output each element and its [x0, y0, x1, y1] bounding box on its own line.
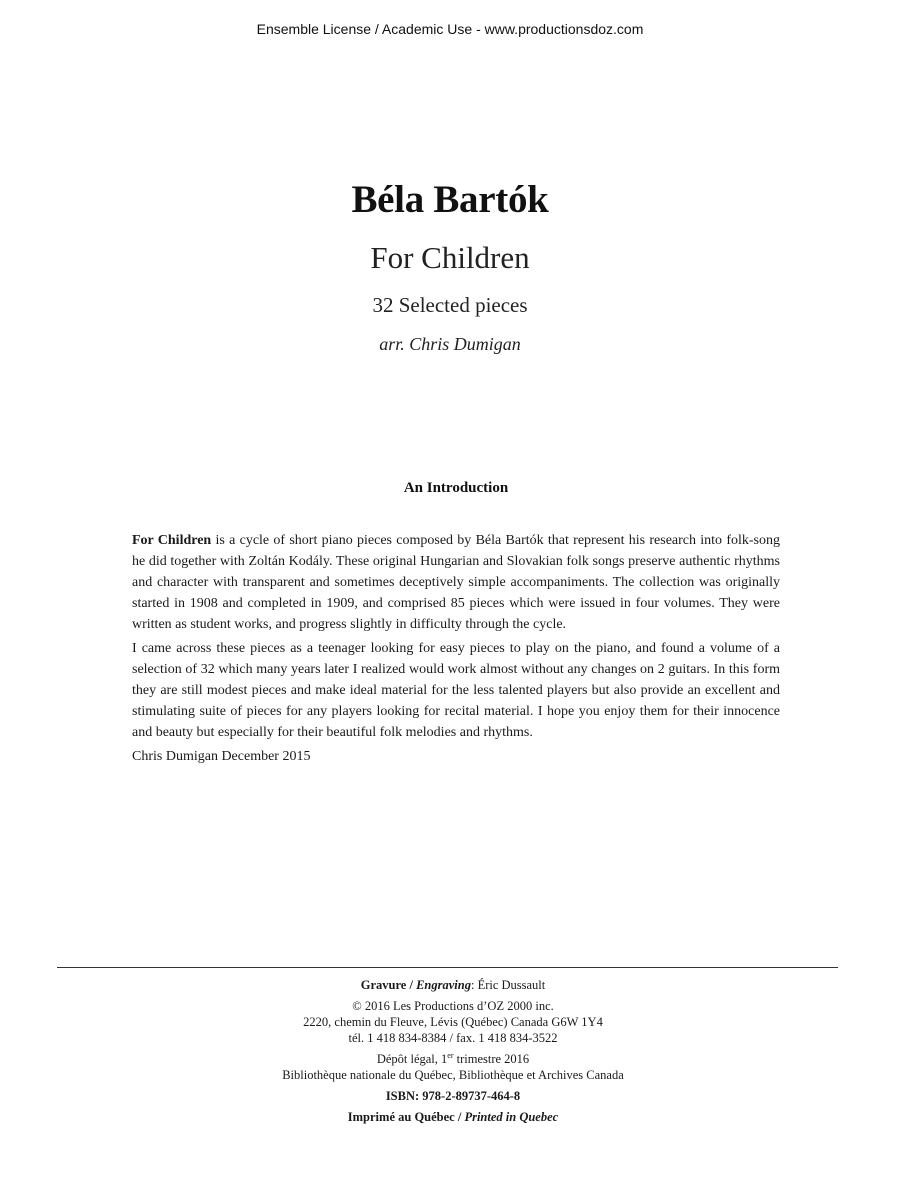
- library-line: Bibliothèque nationale du Québec, Bibliothèque et Archives Canada: [282, 1068, 624, 1082]
- isbn-line: ISBN: 978-2-89737-464-8: [385, 1089, 521, 1103]
- legal-deposit-block: [0, 1051, 900, 1083]
- work-subtitle: 32 Selected pieces: [372, 293, 528, 317]
- work-title: For Children: [370, 240, 530, 275]
- engraver-name: Éric Dussault: [477, 978, 546, 992]
- printed-line: [0, 1109, 900, 1125]
- copyright-line: © 2016 Les Productions d’OZ 2000 inc.: [352, 999, 554, 1013]
- composer-name: Béla Bartók: [351, 178, 549, 221]
- engraving-label-fr: Gravure /: [360, 978, 417, 992]
- phone-line: tél. 1 418 834-8384 / fax. 1 418 834-3522: [348, 1031, 558, 1045]
- introduction-paragraph-1: [132, 530, 780, 635]
- publisher-block: [0, 998, 900, 1046]
- engraving-label-en: Engraving: [416, 978, 471, 992]
- introduction-paragraph-2: I came across these pieces as a teenager looking for easy pieces to play on the piano, and found a volume of a selection of 32 which many years later I realized would work almost without any changes on 2 guitars. In this form they are still modest pieces and make ideal material for the less talented players but also provide an excellent and stimulating suite of pieces for any players looking for recital material. I hope you enjoy them for their innocence and beauty but especially for their beautiful folk melodies and rhythms.: [132, 641, 780, 740]
- engraving-line: [0, 977, 900, 993]
- signature: Chris Dumigan December 2015: [132, 749, 311, 764]
- colophon-divider: [57, 967, 838, 968]
- introduction-body: [132, 530, 780, 770]
- address-line: 2220, chemin du Fleuve, Lévis (Québec) Canada G6W 1Y4: [303, 1015, 603, 1029]
- colophon: [0, 977, 900, 1130]
- depot-line: Dépôt légal, 1er trimestre 2016: [376, 1050, 530, 1066]
- arranger-credit: arr. Chris Dumigan: [379, 334, 521, 354]
- engraving-separator: :: [470, 978, 478, 992]
- license-header: Ensemble License / Academic Use - www.productionsdoz.com: [256, 21, 644, 37]
- paragraph-1-text: is a cycle of short piano pieces composed by Béla Bartók that represent his research into folk-song he did together with Zoltán Kodály. These original Hungarian and Slovakian folk songs preserve authentic rhythms and character with transparent and sometimes deceptively simple accompaniments. The collection was originally started in 1908 and completed in 1909, and comprised 85 pieces which were issued in four volumes. They were written as student works, and progress slightly in difficulty through the cycle.: [132, 533, 780, 632]
- for-children-lead: For Children: [132, 533, 212, 548]
- printed-fr: Imprimé au Québec /: [347, 1110, 465, 1124]
- introduction-heading: An Introduction: [403, 480, 509, 496]
- printed-en: Printed in Quebec: [464, 1110, 559, 1124]
